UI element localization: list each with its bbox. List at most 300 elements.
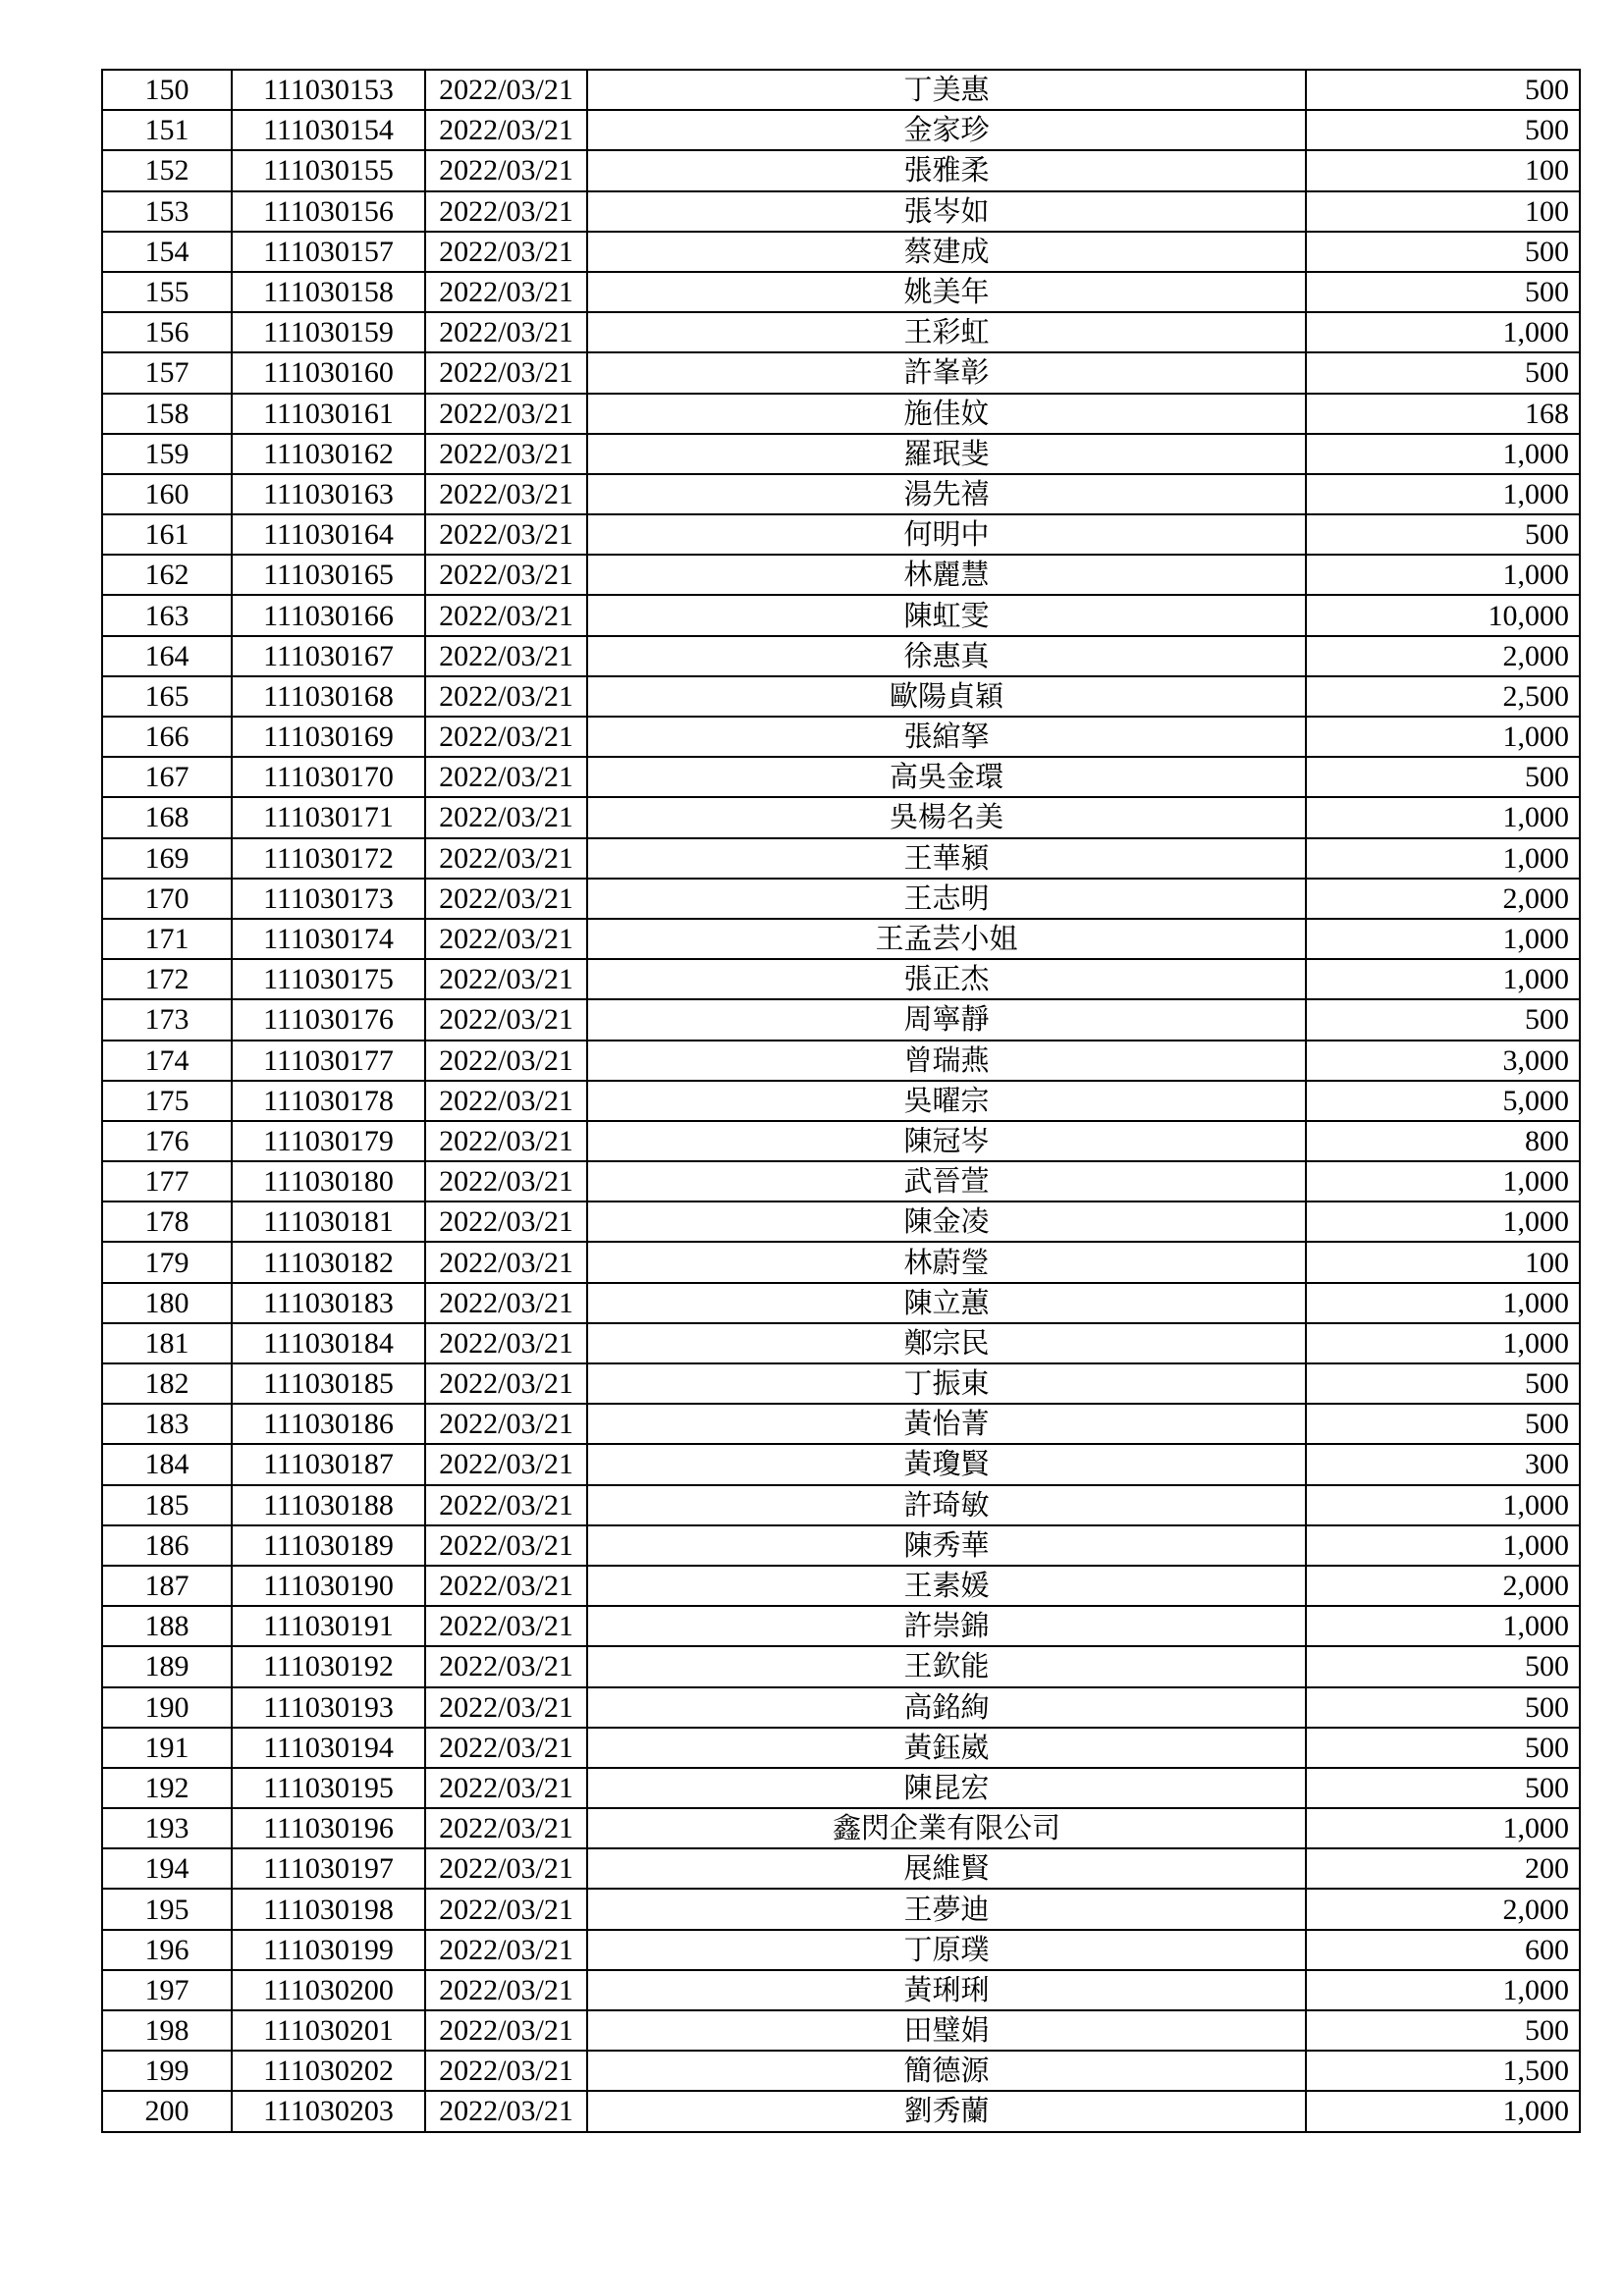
receipt-number: 111030182 [232,1242,425,1282]
table-row [102,191,1580,232]
table-row [102,474,1580,514]
donor-name: 丁美惠 [587,70,1306,110]
donation-date: 2022/03/21 [425,352,587,393]
donor-name: 張綰拏 [587,717,1306,757]
donor-name: 曾瑞燕 [587,1041,1306,1081]
donation-date: 2022/03/21 [425,555,587,595]
table-row [102,1525,1580,1566]
table-row [102,434,1580,474]
donation-amount: 500 [1306,1404,1580,1444]
donation-date: 2022/03/21 [425,2010,587,2051]
receipt-number: 111030188 [232,1485,425,1525]
donor-name: 周寧靜 [587,999,1306,1040]
donation-date: 2022/03/21 [425,1444,587,1484]
table-row [102,1283,1580,1323]
donation-amount: 1,000 [1306,474,1580,514]
donation-amount: 1,000 [1306,717,1580,757]
table-row [102,1848,1580,1889]
donation-date: 2022/03/21 [425,1848,587,1889]
donor-name: 金家珍 [587,110,1306,150]
table-row [102,797,1580,837]
donor-name: 丁原璞 [587,1930,1306,1970]
table-row [102,1687,1580,1728]
donor-name: 王孟芸小姐 [587,919,1306,959]
donation-date: 2022/03/21 [425,70,587,110]
donation-amount: 3,000 [1306,1041,1580,1081]
donation-date: 2022/03/21 [425,312,587,352]
receipt-number: 111030163 [232,474,425,514]
donation-amount: 1,000 [1306,1283,1580,1323]
donor-name: 張岑如 [587,191,1306,232]
donation-amount: 600 [1306,1930,1580,1970]
donor-name: 徐惠真 [587,636,1306,676]
receipt-number: 111030174 [232,919,425,959]
table-row [102,232,1580,272]
donation-date: 2022/03/21 [425,1889,587,1929]
table-row [102,676,1580,717]
donation-date: 2022/03/21 [425,1121,587,1161]
seq-number: 184 [102,1444,232,1484]
donor-name: 林蔚瑩 [587,1242,1306,1282]
table-row [102,514,1580,555]
donation-date: 2022/03/21 [425,1930,587,1970]
donation-date: 2022/03/21 [425,1728,587,1768]
donation-date: 2022/03/21 [425,514,587,555]
seq-number: 197 [102,1970,232,2010]
receipt-number: 111030153 [232,70,425,110]
donation-amount: 500 [1306,352,1580,393]
receipt-number: 111030169 [232,717,425,757]
seq-number: 155 [102,272,232,312]
donation-date: 2022/03/21 [425,1646,587,1686]
seq-number: 189 [102,1646,232,1686]
receipt-number: 111030166 [232,595,425,635]
donor-name: 鑫閃企業有限公司 [587,1808,1306,1848]
receipt-number: 111030180 [232,1161,425,1201]
donation-amount: 100 [1306,1242,1580,1282]
donation-amount: 200 [1306,1848,1580,1889]
donor-name: 歐陽貞穎 [587,676,1306,717]
donor-name: 陳秀華 [587,1525,1306,1566]
donor-name: 王素媛 [587,1566,1306,1606]
donation-date: 2022/03/21 [425,2091,587,2131]
table-row [102,1404,1580,1444]
donor-name: 高吳金環 [587,757,1306,797]
receipt-number: 111030193 [232,1687,425,1728]
receipt-number: 111030173 [232,879,425,919]
donor-name: 蔡建成 [587,232,1306,272]
donation-amount: 500 [1306,70,1580,110]
donation-amount: 1,000 [1306,1485,1580,1525]
table-row [102,838,1580,879]
seq-number: 159 [102,434,232,474]
donation-amount: 10,000 [1306,595,1580,635]
receipt-number: 111030198 [232,1889,425,1929]
receipt-number: 111030164 [232,514,425,555]
seq-number: 153 [102,191,232,232]
receipt-number: 111030202 [232,2051,425,2091]
donation-date: 2022/03/21 [425,838,587,879]
seq-number: 151 [102,110,232,150]
donation-amount: 500 [1306,1363,1580,1404]
receipt-number: 111030158 [232,272,425,312]
donation-date: 2022/03/21 [425,1808,587,1848]
table-row [102,1930,1580,1970]
receipt-number: 111030191 [232,1606,425,1646]
donor-name: 王彩虹 [587,312,1306,352]
receipt-number: 111030199 [232,1930,425,1970]
receipt-number: 111030167 [232,636,425,676]
receipt-number: 111030185 [232,1363,425,1404]
seq-number: 157 [102,352,232,393]
seq-number: 167 [102,757,232,797]
receipt-number: 111030186 [232,1404,425,1444]
receipt-number: 111030154 [232,110,425,150]
seq-number: 194 [102,1848,232,1889]
seq-number: 182 [102,1363,232,1404]
donor-name: 吳曜宗 [587,1081,1306,1121]
donation-amount: 1,000 [1306,1606,1580,1646]
seq-number: 154 [102,232,232,272]
receipt-number: 111030203 [232,2091,425,2131]
table-row [102,1606,1580,1646]
seq-number: 177 [102,1161,232,1201]
donation-date: 2022/03/21 [425,999,587,1040]
table-row [102,1889,1580,1929]
donation-amount: 1,500 [1306,2051,1580,2091]
donation-amount: 500 [1306,1646,1580,1686]
donor-name: 王華潁 [587,838,1306,879]
donor-name: 丁振東 [587,1363,1306,1404]
donation-amount: 2,000 [1306,1889,1580,1929]
donation-date: 2022/03/21 [425,1161,587,1201]
table-row [102,1970,1580,2010]
donation-amount: 300 [1306,1444,1580,1484]
donation-amount: 1,000 [1306,959,1580,999]
seq-number: 178 [102,1201,232,1242]
receipt-number: 111030200 [232,1970,425,2010]
donor-name: 林麗慧 [587,555,1306,595]
donation-date: 2022/03/21 [425,1283,587,1323]
donation-date: 2022/03/21 [425,919,587,959]
seq-number: 193 [102,1808,232,1848]
receipt-number: 111030184 [232,1323,425,1363]
donation-date: 2022/03/21 [425,474,587,514]
table-row [102,717,1580,757]
donor-name: 許崇錦 [587,1606,1306,1646]
receipt-number: 111030162 [232,434,425,474]
donor-name: 張正杰 [587,959,1306,999]
donation-date: 2022/03/21 [425,1242,587,1282]
seq-number: 175 [102,1081,232,1121]
receipt-number: 111030176 [232,999,425,1040]
receipt-number: 111030165 [232,555,425,595]
receipt-number: 111030183 [232,1283,425,1323]
seq-number: 160 [102,474,232,514]
donation-date: 2022/03/21 [425,1606,587,1646]
seq-number: 196 [102,1930,232,1970]
receipt-number: 111030189 [232,1525,425,1566]
seq-number: 170 [102,879,232,919]
donor-name: 張雅柔 [587,150,1306,190]
donation-date: 2022/03/21 [425,394,587,434]
table-row [102,1485,1580,1525]
receipt-number: 111030178 [232,1081,425,1121]
seq-number: 168 [102,797,232,837]
donation-date: 2022/03/21 [425,150,587,190]
seq-number: 185 [102,1485,232,1525]
donation-amount: 500 [1306,757,1580,797]
seq-number: 183 [102,1404,232,1444]
table-row [102,1323,1580,1363]
table-row [102,959,1580,999]
table-row [102,757,1580,797]
donation-date: 2022/03/21 [425,1041,587,1081]
donor-name: 湯先禧 [587,474,1306,514]
donation-amount: 500 [1306,1687,1580,1728]
donation-date: 2022/03/21 [425,797,587,837]
receipt-number: 111030171 [232,797,425,837]
donation-amount: 1,000 [1306,2091,1580,2131]
donation-amount: 1,000 [1306,838,1580,879]
donation-date: 2022/03/21 [425,2051,587,2091]
donation-amount: 500 [1306,999,1580,1040]
seq-number: 172 [102,959,232,999]
donation-amount: 1,000 [1306,1323,1580,1363]
receipt-number: 111030190 [232,1566,425,1606]
table-row [102,110,1580,150]
donation-date: 2022/03/21 [425,1323,587,1363]
table-row [102,1201,1580,1242]
receipt-number: 111030179 [232,1121,425,1161]
seq-number: 152 [102,150,232,190]
donor-name: 展維賢 [587,1848,1306,1889]
donation-date: 2022/03/21 [425,717,587,757]
seq-number: 195 [102,1889,232,1929]
seq-number: 187 [102,1566,232,1606]
donation-amount: 500 [1306,2010,1580,2051]
donation-amount: 1,000 [1306,1161,1580,1201]
donation-date: 2022/03/21 [425,676,587,717]
receipt-number: 111030175 [232,959,425,999]
donor-name: 田璧娟 [587,2010,1306,2051]
table-row [102,1768,1580,1808]
donation-amount: 100 [1306,150,1580,190]
receipt-number: 111030168 [232,676,425,717]
donation-date: 2022/03/21 [425,1687,587,1728]
seq-number: 163 [102,595,232,635]
donation-amount: 1,000 [1306,312,1580,352]
seq-number: 188 [102,1606,232,1646]
donor-name: 姚美年 [587,272,1306,312]
table-row [102,879,1580,919]
table-row [102,352,1580,393]
table-row [102,2091,1580,2131]
donation-date: 2022/03/21 [425,879,587,919]
donor-name: 許琦敏 [587,1485,1306,1525]
seq-number: 186 [102,1525,232,1566]
table-row [102,1242,1580,1282]
seq-number: 181 [102,1323,232,1363]
receipt-number: 111030194 [232,1728,425,1768]
donation-date: 2022/03/21 [425,1363,587,1404]
seq-number: 198 [102,2010,232,2051]
table-row [102,70,1580,110]
receipt-number: 111030177 [232,1041,425,1081]
donation-date: 2022/03/21 [425,1566,587,1606]
receipt-number: 111030201 [232,2010,425,2051]
donor-name: 高銘絢 [587,1687,1306,1728]
table-row [102,2010,1580,2051]
seq-number: 199 [102,2051,232,2091]
donor-name: 許峯彰 [587,352,1306,393]
donation-date: 2022/03/21 [425,272,587,312]
seq-number: 162 [102,555,232,595]
seq-number: 179 [102,1242,232,1282]
donation-amount: 2,000 [1306,1566,1580,1606]
donation-amount: 5,000 [1306,1081,1580,1121]
donor-name: 黃琍琍 [587,1970,1306,2010]
table-row [102,1444,1580,1484]
donation-amount: 1,000 [1306,434,1580,474]
donation-amount: 500 [1306,110,1580,150]
donation-amount: 1,000 [1306,1525,1580,1566]
donor-name: 劉秀蘭 [587,2091,1306,2131]
donation-date: 2022/03/21 [425,636,587,676]
donation-amount: 2,500 [1306,676,1580,717]
donation-amount: 2,000 [1306,636,1580,676]
table-row [102,1808,1580,1848]
table-row [102,1646,1580,1686]
seq-number: 161 [102,514,232,555]
table-row [102,312,1580,352]
receipt-number: 111030172 [232,838,425,879]
seq-number: 169 [102,838,232,879]
donor-name: 王志明 [587,879,1306,919]
donor-name: 何明中 [587,514,1306,555]
donor-name: 施佳妏 [587,394,1306,434]
seq-number: 166 [102,717,232,757]
receipt-number: 111030155 [232,150,425,190]
donation-date: 2022/03/21 [425,757,587,797]
donor-name: 羅珉斐 [587,434,1306,474]
donation-date: 2022/03/21 [425,1485,587,1525]
seq-number: 176 [102,1121,232,1161]
table-row [102,1081,1580,1121]
donor-name: 陳昆宏 [587,1768,1306,1808]
table-row [102,1121,1580,1161]
receipt-number: 111030157 [232,232,425,272]
donor-name: 陳虹雯 [587,595,1306,635]
table-row [102,999,1580,1040]
donation-ledger-table [101,69,1581,2133]
donation-amount: 1,000 [1306,797,1580,837]
donation-date: 2022/03/21 [425,232,587,272]
donation-date: 2022/03/21 [425,595,587,635]
seq-number: 150 [102,70,232,110]
donation-amount: 500 [1306,514,1580,555]
donation-amount: 500 [1306,1768,1580,1808]
donation-amount: 800 [1306,1121,1580,1161]
receipt-number: 111030159 [232,312,425,352]
donation-amount: 2,000 [1306,879,1580,919]
seq-number: 190 [102,1687,232,1728]
donor-name: 武晉萱 [587,1161,1306,1201]
donation-date: 2022/03/21 [425,191,587,232]
donation-date: 2022/03/21 [425,1201,587,1242]
seq-number: 173 [102,999,232,1040]
donation-date: 2022/03/21 [425,1081,587,1121]
seq-number: 200 [102,2091,232,2131]
donation-date: 2022/03/21 [425,1404,587,1444]
receipt-number: 111030170 [232,757,425,797]
receipt-number: 111030192 [232,1646,425,1686]
donor-name: 黃鈺崴 [587,1728,1306,1768]
receipt-number: 111030195 [232,1768,425,1808]
donation-amount: 500 [1306,272,1580,312]
donation-amount: 1,000 [1306,1970,1580,2010]
donor-name: 鄭宗民 [587,1323,1306,1363]
table-row [102,272,1580,312]
donation-amount: 168 [1306,394,1580,434]
donation-amount: 1,000 [1306,919,1580,959]
donation-date: 2022/03/21 [425,434,587,474]
donation-amount: 1,000 [1306,1201,1580,1242]
donor-name: 陳金凌 [587,1201,1306,1242]
ledger-body [102,70,1580,2132]
table-row [102,555,1580,595]
table-row [102,394,1580,434]
receipt-number: 111030196 [232,1808,425,1848]
donor-name: 吳楊名美 [587,797,1306,837]
donation-amount: 500 [1306,232,1580,272]
donation-date: 2022/03/21 [425,110,587,150]
seq-number: 156 [102,312,232,352]
donor-name: 黃怡菁 [587,1404,1306,1444]
donation-date: 2022/03/21 [425,1970,587,2010]
table-row [102,150,1580,190]
donor-name: 陳立蕙 [587,1283,1306,1323]
receipt-number: 111030156 [232,191,425,232]
donor-name: 王夢迪 [587,1889,1306,1929]
seq-number: 164 [102,636,232,676]
table-row [102,2051,1580,2091]
receipt-number: 111030187 [232,1444,425,1484]
donor-name: 簡德源 [587,2051,1306,2091]
table-row [102,1566,1580,1606]
table-row [102,595,1580,635]
donation-amount: 500 [1306,1728,1580,1768]
donor-name: 黃瓊賢 [587,1444,1306,1484]
seq-number: 191 [102,1728,232,1768]
donation-amount: 1,000 [1306,1808,1580,1848]
donation-date: 2022/03/21 [425,1525,587,1566]
table-row [102,919,1580,959]
donor-name: 王欽能 [587,1646,1306,1686]
table-row [102,1161,1580,1201]
table-row [102,1728,1580,1768]
seq-number: 165 [102,676,232,717]
donation-amount: 100 [1306,191,1580,232]
donor-name: 陳冠岑 [587,1121,1306,1161]
receipt-number: 111030161 [232,394,425,434]
seq-number: 192 [102,1768,232,1808]
table-row [102,1363,1580,1404]
donation-amount: 1,000 [1306,555,1580,595]
seq-number: 174 [102,1041,232,1081]
donation-date: 2022/03/21 [425,959,587,999]
seq-number: 171 [102,919,232,959]
